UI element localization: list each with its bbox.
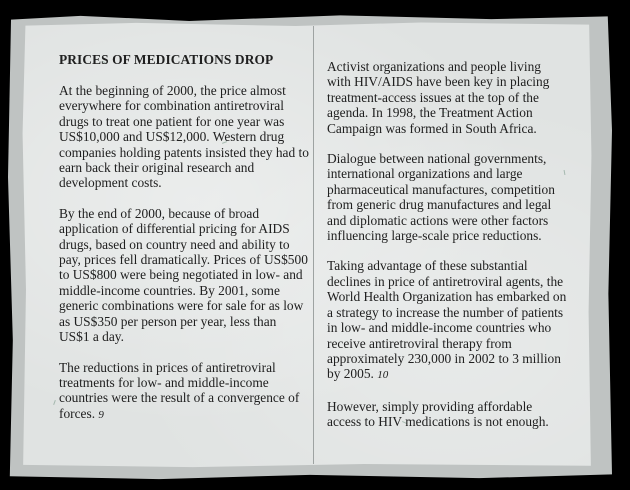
footnote-marker: 9 bbox=[98, 408, 104, 421]
footnote-marker: 10 bbox=[377, 369, 389, 382]
article-heading: PRICES OF MEDICATIONS DROP bbox=[59, 52, 274, 67]
paragraph: The reductions in prices of antiretroviral treatments for low- and middle-income countries were the result of a convergence of forces. 9 bbox=[59, 359, 300, 421]
paragraph: At the beginning of 2000, the price almost everywhere for combination antiretroviral drugs to treat one patient for one year was US$10,000 and US$12,000. Western drug companies holding patents insisted they had to earn back their original research and development costs. bbox=[59, 83, 309, 191]
paragraph: By the end of 2000, because of broad application of differential pricing for AIDS drugs, based on country need and ability to pay, prices fell dramatically. Prices of US$500 to US$800 were being negotiated in low- and middle-income countries. By 2001, some generic combinations were for sale for as low as US$350 per person per year, less than US$1 a day. bbox=[59, 205, 308, 345]
left-column bbox=[59, 52, 309, 438]
paragraph: Activist organizations and people living with HIV/AIDS have been key in placing treatment-access issues at the top of the agenda. In 1998, the Treatment Action Campaign was formed in South Africa. bbox=[327, 59, 550, 136]
right-column bbox=[327, 59, 567, 445]
paragraph: Taking advantage of these substantial declines in price of antiretroviral agents, the World Health Organization has embarked on a strategy to increase the number of patients in low- and middle-income countries who receive antiretroviral therapy from approximately 230,000 in 2002 to 3 million by 2005. 10 bbox=[327, 258, 567, 382]
column-divider bbox=[313, 26, 314, 464]
paragraph: However, simply providing affordable access to HIV medications is not enough. bbox=[327, 398, 549, 430]
paragraph: Dialogue between national governments, international organizations and large pharmaceutical manufactures, competition from generic drug manufactures and legal and diplomatic actions were other factors influencing large-scale price reductions. bbox=[327, 151, 555, 244]
